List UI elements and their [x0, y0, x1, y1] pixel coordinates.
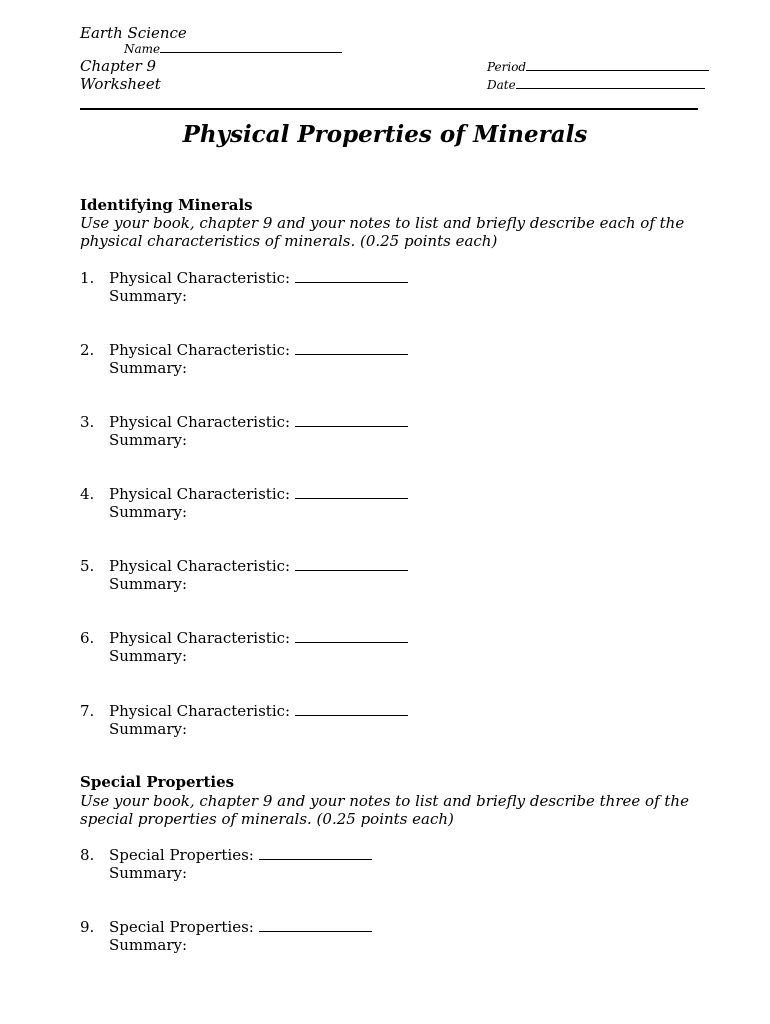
question-number: 1. — [80, 269, 95, 287]
question-number: 7. — [80, 702, 95, 720]
section-instructions: Use your book, chapter 9 and your notes to list and briefly describe each of the physical characteristics of minerals. (0.25 points each) — [80, 214, 685, 250]
answer-blank[interactable] — [295, 629, 408, 643]
question-item — [80, 485, 408, 521]
question-prompt: Physical Characteristic: — [109, 269, 291, 287]
question-line — [80, 702, 408, 720]
summary-label: Summary: — [109, 287, 188, 305]
name-blank[interactable] — [160, 51, 342, 53]
question-line — [80, 269, 408, 287]
question-prompt: Special Properties: — [109, 846, 254, 864]
question-prompt: Physical Characteristic: — [109, 341, 291, 359]
question-number: 8. — [80, 846, 95, 864]
date-label: Date — [487, 78, 516, 92]
question-number: 3. — [80, 413, 95, 431]
header-divider — [80, 108, 698, 110]
name-field[interactable] — [124, 42, 342, 56]
answer-blank[interactable] — [295, 413, 408, 427]
date-blank[interactable] — [516, 87, 705, 89]
question-prompt: Physical Characteristic: — [109, 702, 291, 720]
date-field[interactable] — [487, 78, 705, 92]
answer-blank[interactable] — [295, 341, 408, 355]
doc-type-label: Worksheet — [80, 75, 161, 93]
chapter-label: Chapter 9 — [80, 57, 157, 75]
question-item — [80, 629, 408, 665]
question-line — [80, 341, 408, 359]
course-label: Earth Science — [80, 24, 187, 42]
question-prompt: Physical Characteristic: — [109, 557, 291, 575]
question-item — [80, 269, 408, 305]
summary-label: Summary: — [109, 864, 188, 882]
question-number: 9. — [80, 918, 95, 936]
answer-blank[interactable] — [295, 269, 408, 283]
summary-label: Summary: — [109, 720, 188, 738]
answer-blank[interactable] — [259, 918, 372, 932]
summary-label: Summary: — [109, 431, 188, 449]
question-item — [80, 413, 408, 449]
summary-label: Summary: — [109, 936, 188, 954]
question-item — [80, 702, 408, 738]
period-field[interactable] — [487, 60, 709, 74]
answer-blank[interactable] — [259, 846, 372, 860]
question-line — [80, 413, 408, 431]
question-item — [80, 341, 408, 377]
question-number: 4. — [80, 485, 95, 503]
section-instructions: Use your book, chapter 9 and your notes to list and briefly describe three of the special properties of minerals. (0.25 points each) — [80, 792, 689, 828]
question-line — [80, 557, 408, 575]
answer-blank[interactable] — [295, 702, 408, 716]
answer-blank[interactable] — [295, 557, 408, 571]
question-prompt: Special Properties: — [109, 918, 254, 936]
question-number: 5. — [80, 557, 95, 575]
name-label: Name — [124, 42, 161, 56]
question-prompt: Physical Characteristic: — [109, 485, 291, 503]
question-item — [80, 846, 372, 882]
question-item — [80, 557, 408, 593]
question-number: 2. — [80, 341, 95, 359]
question-number: 6. — [80, 629, 95, 647]
question-item — [80, 918, 372, 954]
section-heading: Special Properties — [80, 773, 235, 791]
question-line — [80, 485, 408, 503]
question-prompt: Physical Characteristic: — [109, 413, 291, 431]
section-heading: Identifying Minerals — [80, 196, 253, 214]
page-title: Physical Properties of Minerals — [182, 121, 588, 148]
summary-label: Summary: — [109, 503, 188, 521]
question-line — [80, 918, 372, 936]
period-blank[interactable] — [526, 69, 709, 71]
summary-label: Summary: — [109, 647, 188, 665]
question-prompt: Physical Characteristic: — [109, 629, 291, 647]
period-label: Period — [487, 60, 527, 74]
question-line — [80, 846, 372, 864]
answer-blank[interactable] — [295, 485, 408, 499]
summary-label: Summary: — [109, 359, 188, 377]
summary-label: Summary: — [109, 575, 188, 593]
question-line — [80, 629, 408, 647]
